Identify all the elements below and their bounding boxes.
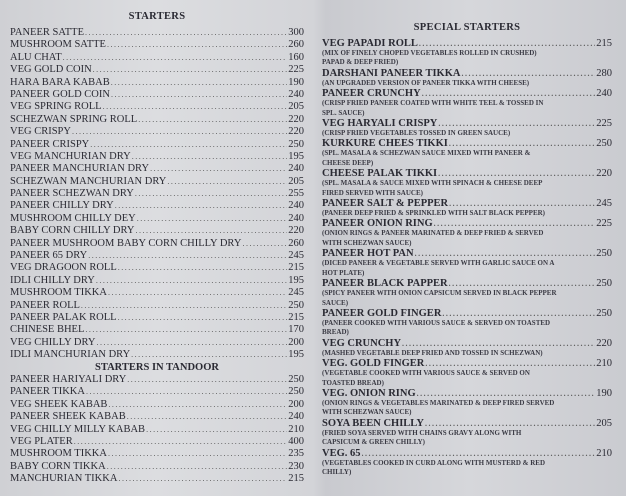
- menu-item-row: [322, 358, 612, 369]
- menu-item-row: [322, 308, 612, 319]
- menu-item-name: PANEER TIKKA: [10, 386, 85, 398]
- menu-item-name: MUSHROOM TIKKA: [10, 287, 107, 299]
- menu-item-name: VEG. ONION RING: [322, 387, 416, 399]
- menu-item-price: 245: [288, 250, 304, 262]
- menu-item: [10, 448, 304, 460]
- menu-item-price: 205: [288, 175, 304, 187]
- dot-leader: [90, 139, 287, 151]
- menu-item-name: ALU CHAT: [10, 51, 62, 63]
- menu-item-name: PANEER HARIYALI DRY: [10, 373, 127, 385]
- menu-item-name: MUSHROOM CHILLY DEY: [10, 212, 136, 224]
- menu-item-price: 255: [288, 188, 304, 200]
- dot-leader: [118, 312, 288, 324]
- menu-item-name: PANEER GOLD FINGER: [322, 307, 442, 319]
- menu-item-price: 210: [596, 447, 612, 459]
- menu-item-name: VEG SPRING ROLL: [10, 101, 102, 113]
- menu-item-price: 220: [288, 225, 304, 237]
- dot-leader: [127, 374, 287, 386]
- dot-leader: [419, 38, 595, 49]
- dot-leader: [111, 89, 287, 101]
- dot-leader: [85, 324, 287, 336]
- tandoor-list: [10, 374, 304, 486]
- dot-leader: [115, 200, 287, 212]
- dot-leader: [449, 198, 595, 209]
- menu-item-row: [322, 138, 612, 149]
- menu-item-name: IDLI MANCHURIAN DRY: [10, 349, 131, 361]
- menu-item-row: [322, 198, 612, 209]
- menu-item-row: [10, 39, 304, 51]
- dot-leader: [107, 461, 288, 473]
- menu-item-row: [322, 338, 612, 349]
- menu-item-name: PANEER CRUNCHY: [322, 88, 421, 100]
- menu-item-name: PANEER PALAK ROLL: [10, 311, 117, 323]
- menu-item: [322, 118, 612, 138]
- menu-item-price: 195: [288, 150, 304, 162]
- menu-item-description: (VEGETABLES COOKED IN CURD ALONG WITH MUSTERD & RED CHILLY): [322, 458, 545, 476]
- menu-item-price: 250: [288, 138, 304, 150]
- menu-item-row: [10, 461, 304, 473]
- dot-leader: [96, 275, 287, 287]
- dot-leader: [425, 418, 595, 429]
- menu-item-price: 250: [288, 299, 304, 311]
- menu-item: [10, 374, 304, 386]
- menu-item-description: (MASHED VEGETABLE DEEP FRIED AND TOSSED IN SCHEZWAN): [322, 348, 543, 357]
- menu-item-row: [10, 101, 304, 113]
- menu-item: [10, 176, 304, 188]
- menu-item: [10, 101, 304, 113]
- menu-item-row: [10, 200, 304, 212]
- menu-item-price: 210: [288, 423, 304, 435]
- menu-item-row: [10, 300, 304, 312]
- menu-item: [322, 218, 612, 248]
- menu-item-price: 220: [288, 113, 304, 125]
- menu-item-row: [10, 473, 304, 485]
- menu-item-row: [10, 250, 304, 262]
- dot-leader: [422, 88, 596, 99]
- menu-item: [322, 138, 612, 168]
- menu-item-row: [322, 88, 612, 99]
- menu-item: [10, 275, 304, 287]
- menu-item: [10, 300, 304, 312]
- menu-item-row: [322, 118, 612, 129]
- dot-leader: [135, 188, 287, 200]
- dot-leader: [434, 218, 596, 229]
- menu-item-price: 240: [288, 88, 304, 100]
- menu-item: [10, 424, 304, 436]
- dot-leader: [111, 77, 287, 89]
- menu-item: [10, 114, 304, 126]
- menu-item-price: 195: [288, 274, 304, 286]
- menu-item: [322, 38, 612, 68]
- menu-item-price: 225: [596, 118, 612, 130]
- menu-item-name: PANEER ROLL: [10, 299, 80, 311]
- dot-leader: [132, 151, 287, 163]
- menu-item-price: 200: [288, 398, 304, 410]
- menu-item: [10, 27, 304, 39]
- menu-item-row: [322, 248, 612, 259]
- menu-item-name: PANEER BLACK PAPPER: [322, 278, 448, 290]
- dot-leader: [86, 386, 287, 398]
- dot-leader: [449, 278, 596, 289]
- menu-item-price: 300: [288, 27, 304, 38]
- menu-item-row: [10, 324, 304, 336]
- menu-item-price: 220: [596, 337, 612, 349]
- dot-leader: [118, 262, 288, 274]
- menu-item: [322, 68, 612, 88]
- dot-leader: [127, 411, 288, 423]
- starters-list: [10, 27, 304, 362]
- dot-leader: [438, 118, 595, 129]
- menu-item-name: SCHEZWAN MANCHURIAN DRY: [10, 175, 167, 187]
- menu-item-name: PANEER CHILLY DRY: [10, 200, 114, 212]
- menu-item: [322, 358, 612, 388]
- menu-item-price: 240: [596, 88, 612, 100]
- dot-leader: [167, 176, 287, 188]
- menu-item: [322, 308, 612, 338]
- menu-item: [10, 64, 304, 76]
- special-starters-list: [322, 38, 612, 477]
- menu-item-price: 190: [596, 387, 612, 399]
- menu-item-price: 195: [288, 349, 304, 361]
- dot-leader: [137, 213, 288, 225]
- menu-item-name: VEG. 65: [322, 447, 361, 459]
- menu-item-name: PANEER SATTE: [10, 27, 84, 38]
- menu-item: [10, 473, 304, 485]
- menu-item-price: 240: [288, 212, 304, 224]
- menu-item-row: [322, 278, 612, 289]
- dot-leader: [93, 64, 288, 76]
- menu-item-price: 240: [288, 200, 304, 212]
- menu-item-name: DARSHANI PANEER TIKKA: [322, 67, 461, 79]
- menu-item: [10, 126, 304, 138]
- menu-item-row: [10, 114, 304, 126]
- menu-item-row: [322, 168, 612, 179]
- menu-item: [10, 238, 304, 250]
- menu-item-row: [10, 27, 304, 39]
- dot-leader: [74, 436, 288, 448]
- menu-item-name: SCHEZWAN SPRING ROLL: [10, 113, 138, 125]
- menu-item-name: VEG CHILLY MILLY KABAB: [10, 423, 146, 435]
- dot-leader: [135, 225, 287, 237]
- menu-item-row: [10, 312, 304, 324]
- menu-item-name: VEG SHEEK KABAB: [10, 398, 108, 410]
- menu-item-row: [10, 436, 304, 448]
- menu-item-row: [10, 52, 304, 64]
- dot-leader: [72, 126, 287, 138]
- menu-item-price: 250: [288, 373, 304, 385]
- menu-item: [10, 139, 304, 151]
- special-starters-heading: SPECIAL STARTERS: [413, 22, 521, 33]
- menu-item-price: 245: [288, 287, 304, 299]
- menu-item: [10, 324, 304, 336]
- menu-item: [322, 338, 612, 358]
- menu-item: [10, 163, 304, 175]
- menu-item-name: PANEER 65 DRY: [10, 250, 88, 262]
- menu-item-description: (ONION RINGS & PANEER MARINATED & DEEP FRIED & SERVED WITH SCHEZWAN SAUCE): [322, 229, 544, 247]
- menu-item-row: [10, 337, 304, 349]
- menu-item: [322, 168, 612, 198]
- menu-item-price: 280: [596, 67, 612, 79]
- menu-item-description: (FRIED SOYA SERVED WITH CHAINS GRAVY ALONG WITH CAPSICUM & GREEN CHILLY): [322, 428, 522, 447]
- menu-item-price: 400: [288, 435, 304, 447]
- menu-item-price: 160: [288, 51, 304, 63]
- menu-item-price: 230: [288, 460, 304, 472]
- menu-item-name: VEG DRAGOON ROLL: [10, 262, 117, 274]
- menu-item-row: [10, 386, 304, 398]
- menu-item-row: [10, 89, 304, 101]
- menu-item-name: VEG CRISPY: [10, 126, 71, 138]
- menu-item-name: MUSHROOM SATTE: [10, 39, 106, 51]
- menu-item-name: PANEER ONION RING: [322, 218, 433, 230]
- menu-item-description: (MIX OF FINELY CHOPED VEGETABLES ROLLED IN CRUSHED) PAPAD & DEEP FRIED): [322, 49, 537, 67]
- menu-item-name: VEG HARYALI CRISPY: [322, 118, 438, 130]
- menu-item-description: (SPL. MASALA & SCHEZWAN SAUCE MIXED WITH PANEER & CHEESE DEEP): [322, 149, 531, 167]
- menu-item-name: PANEER HOT PAN: [322, 248, 414, 260]
- menu-item-price: 215: [288, 473, 304, 485]
- menu-item-price: 205: [288, 101, 304, 113]
- left-menu-page: [10, 8, 304, 485]
- menu-item: [10, 213, 304, 225]
- menu-item: [10, 262, 304, 274]
- menu-item-row: [322, 448, 612, 459]
- menu-item: [10, 52, 304, 64]
- menu-item-price: 250: [596, 248, 612, 260]
- menu-item: [10, 39, 304, 51]
- menu-item: [10, 312, 304, 324]
- menu-item: [10, 250, 304, 262]
- menu-item: [322, 388, 612, 418]
- right-menu-page: [322, 19, 612, 477]
- dot-leader: [438, 168, 595, 179]
- menu-item: [10, 188, 304, 200]
- menu-item-description: (DICED PANEER & VEGETABLE SERVED WITH GARLIC SAUCE ON A HOT PLATE): [322, 259, 555, 277]
- menu-item-name: VEG PLATER: [10, 435, 73, 447]
- menu-item-name: BABY CORN TIKKA: [10, 460, 106, 472]
- menu-item-row: [10, 225, 304, 237]
- menu-item-row: [322, 68, 612, 79]
- menu-item-row: [322, 38, 612, 49]
- menu-item: [10, 436, 304, 448]
- menu-item-name: BABY CORN CHILLY DRY: [10, 225, 135, 237]
- menu-item-row: [10, 275, 304, 287]
- menu-item-row: [10, 424, 304, 436]
- menu-item-name: PANEER GOLD COIN: [10, 88, 110, 100]
- menu-item-name: IDLI CHILLY DRY: [10, 274, 95, 286]
- menu-item-row: [10, 262, 304, 274]
- menu-item-price: 250: [596, 278, 612, 290]
- dot-leader: [63, 52, 288, 64]
- menu-item: [10, 386, 304, 398]
- dot-leader: [96, 337, 287, 349]
- dot-leader: [81, 300, 287, 312]
- menu-item-row: [10, 287, 304, 299]
- menu-item-name: VEG GOLD COIN: [10, 64, 92, 76]
- menu-item-row: [10, 126, 304, 138]
- menu-item-name: PANEER SALT & PEPPER: [322, 198, 449, 210]
- dot-leader: [417, 388, 596, 399]
- menu-item-price: 250: [596, 307, 612, 319]
- menu-item-price: 260: [288, 39, 304, 51]
- menu-item-name: VEG CHILLY DRY: [10, 336, 96, 348]
- menu-item-row: [10, 139, 304, 151]
- menu-item-row: [10, 213, 304, 225]
- dot-leader: [242, 238, 287, 250]
- menu-item-description: (VEGETABLE COOKED WITH VARIOUS SAUCE & SERVED ON TOASTED BREAD): [322, 369, 530, 387]
- menu-item-row: [10, 238, 304, 250]
- menu-item-row: [10, 374, 304, 386]
- menu-item: [10, 225, 304, 237]
- menu-item-name: MANCHURIAN TIKKA: [10, 473, 118, 485]
- menu-item-description: (PANEER COOKED WITH VARIOUS SAUCE & SERVED ON TOASTED BREAD): [322, 318, 551, 337]
- menu-item-row: [10, 399, 304, 411]
- menu-item: [322, 418, 612, 448]
- menu-item-price: 215: [288, 262, 304, 274]
- dot-leader: [108, 399, 287, 411]
- menu-item-name: KURKURE CHEES TIKKI: [322, 138, 448, 150]
- dot-leader: [131, 349, 287, 361]
- menu-item: [10, 89, 304, 101]
- dot-leader: [425, 358, 595, 369]
- menu-item-name: VEG PAPADI ROLL: [322, 38, 418, 49]
- menu-item-row: [10, 448, 304, 460]
- menu-item-row: [10, 77, 304, 89]
- dot-leader: [449, 138, 595, 149]
- menu-item-price: 220: [288, 126, 304, 138]
- menu-item-name: VEG. GOLD FINGER: [322, 358, 425, 370]
- dot-leader: [85, 27, 287, 39]
- menu-item: [322, 248, 612, 278]
- dot-leader: [108, 287, 287, 299]
- menu-item-description: (ONION RINGS & VEGETABLES MARINATED & DEEP FIRED SERVED WITH SCHEZWAN SAUCE): [322, 398, 555, 417]
- menu-item-price: 205: [596, 417, 612, 429]
- dot-leader: [146, 424, 287, 436]
- menu-item-name: SOYA BEEN CHILLY: [322, 417, 424, 429]
- menu-item-price: 200: [288, 336, 304, 348]
- menu-item-description: (SPL. MASALA & SAUCE MIXED WITH SPINACH & CHEESE DEEP FIRED SERVED WITH SAUCE): [322, 179, 543, 197]
- menu-item-name: MUSHROOM TIKKA: [10, 448, 107, 460]
- menu-item-description: (CRISP FRIED PANEER COATED WITH WHITE TEEL & TOSSED IN SPL. SAUCE): [322, 99, 544, 117]
- menu-item-name: CHINESE BHEL: [10, 324, 85, 336]
- dot-leader: [103, 101, 288, 113]
- menu-item-price: 245: [596, 198, 612, 210]
- menu-item-price: 215: [288, 311, 304, 323]
- menu-item-row: [322, 388, 612, 399]
- menu-item-row: [10, 349, 304, 361]
- menu-item-name: PANEER SCHEZWAN DRY: [10, 188, 134, 200]
- menu-item-name: PANEER SHEEK KABAB: [10, 411, 126, 423]
- menu-item: [322, 278, 612, 308]
- menu-item-price: 170: [288, 324, 304, 336]
- menu-item-name: PANEER MANCHURIAN DRY: [10, 163, 150, 175]
- menu-item-row: [10, 64, 304, 76]
- menu-item-description: (CRISP FRIED VEGETABLES TOSSED IN GREEN SAUCE): [322, 129, 511, 138]
- menu-item-price: 225: [288, 64, 304, 76]
- dot-leader: [461, 68, 595, 79]
- dot-leader: [150, 163, 287, 175]
- menu-item-name: CHEESE PALAK TIKKI: [322, 168, 438, 180]
- dot-leader: [138, 114, 287, 126]
- menu-item-description: (SPICY PANEER WITH ONION CAPSICUM SERVED IN BLACK PEPPER SAUCE): [322, 289, 557, 307]
- menu-item-row: [10, 188, 304, 200]
- menu-item: [10, 151, 304, 163]
- menu-item-price: 250: [288, 386, 304, 398]
- menu-item-price: 210: [596, 358, 612, 370]
- menu-item-name: PANEER MUSHROOM BABY CORN CHILLY DRY: [10, 237, 242, 249]
- menu-item-description: (PANEER DEEP FRIED & SPRINKLED WITH SALT BLACK PEPPER): [322, 209, 545, 218]
- menu-item-price: 215: [596, 38, 612, 49]
- menu-item-price: 220: [596, 168, 612, 180]
- menu-item-row: [10, 411, 304, 423]
- menu-item: [10, 200, 304, 212]
- menu-item-price: 240: [288, 163, 304, 175]
- menu-item-price: 235: [288, 448, 304, 460]
- menu-item: [10, 461, 304, 473]
- menu-item: [10, 337, 304, 349]
- menu-item-name: PANEER CRISPY: [10, 138, 90, 150]
- dot-leader: [442, 308, 595, 319]
- menu-item-price: 260: [288, 237, 304, 249]
- menu-item-row: [10, 176, 304, 188]
- menu-item: [10, 399, 304, 411]
- menu-item-price: 240: [288, 411, 304, 423]
- menu-item-name: VEG MANCHURIAN DRY: [10, 150, 131, 162]
- menu-item: [322, 198, 612, 218]
- menu-item: [322, 88, 612, 118]
- menu-item: [322, 448, 612, 478]
- dot-leader: [118, 473, 287, 485]
- menu-item-price: 250: [596, 138, 612, 150]
- menu-item-row: [322, 418, 612, 429]
- dot-leader: [108, 448, 287, 460]
- dot-leader: [415, 248, 596, 259]
- dot-leader: [402, 338, 595, 349]
- dot-leader: [107, 39, 287, 51]
- dot-leader: [362, 448, 596, 459]
- menu-item-name: HARA BARA KABAB: [10, 76, 110, 88]
- menu-item-price: 225: [596, 218, 612, 230]
- menu-item-row: [10, 163, 304, 175]
- menu-item-row: [10, 151, 304, 163]
- menu-item-name: VEG CRUNCHY: [322, 337, 402, 349]
- menu-item: [10, 77, 304, 89]
- starters-heading: STARTERS: [128, 11, 186, 22]
- menu-item: [10, 349, 304, 361]
- menu-item: [10, 287, 304, 299]
- dot-leader: [88, 250, 287, 262]
- menu-item-row: [322, 218, 612, 229]
- menu-item: [10, 411, 304, 423]
- tandoor-heading: STARTERS IN TANDOOR: [95, 361, 219, 373]
- menu-item-description: (AN UPGRADED VERSION OF PANEER TIKKA WITH CHEESE): [322, 78, 530, 87]
- menu-item-price: 190: [288, 76, 304, 88]
